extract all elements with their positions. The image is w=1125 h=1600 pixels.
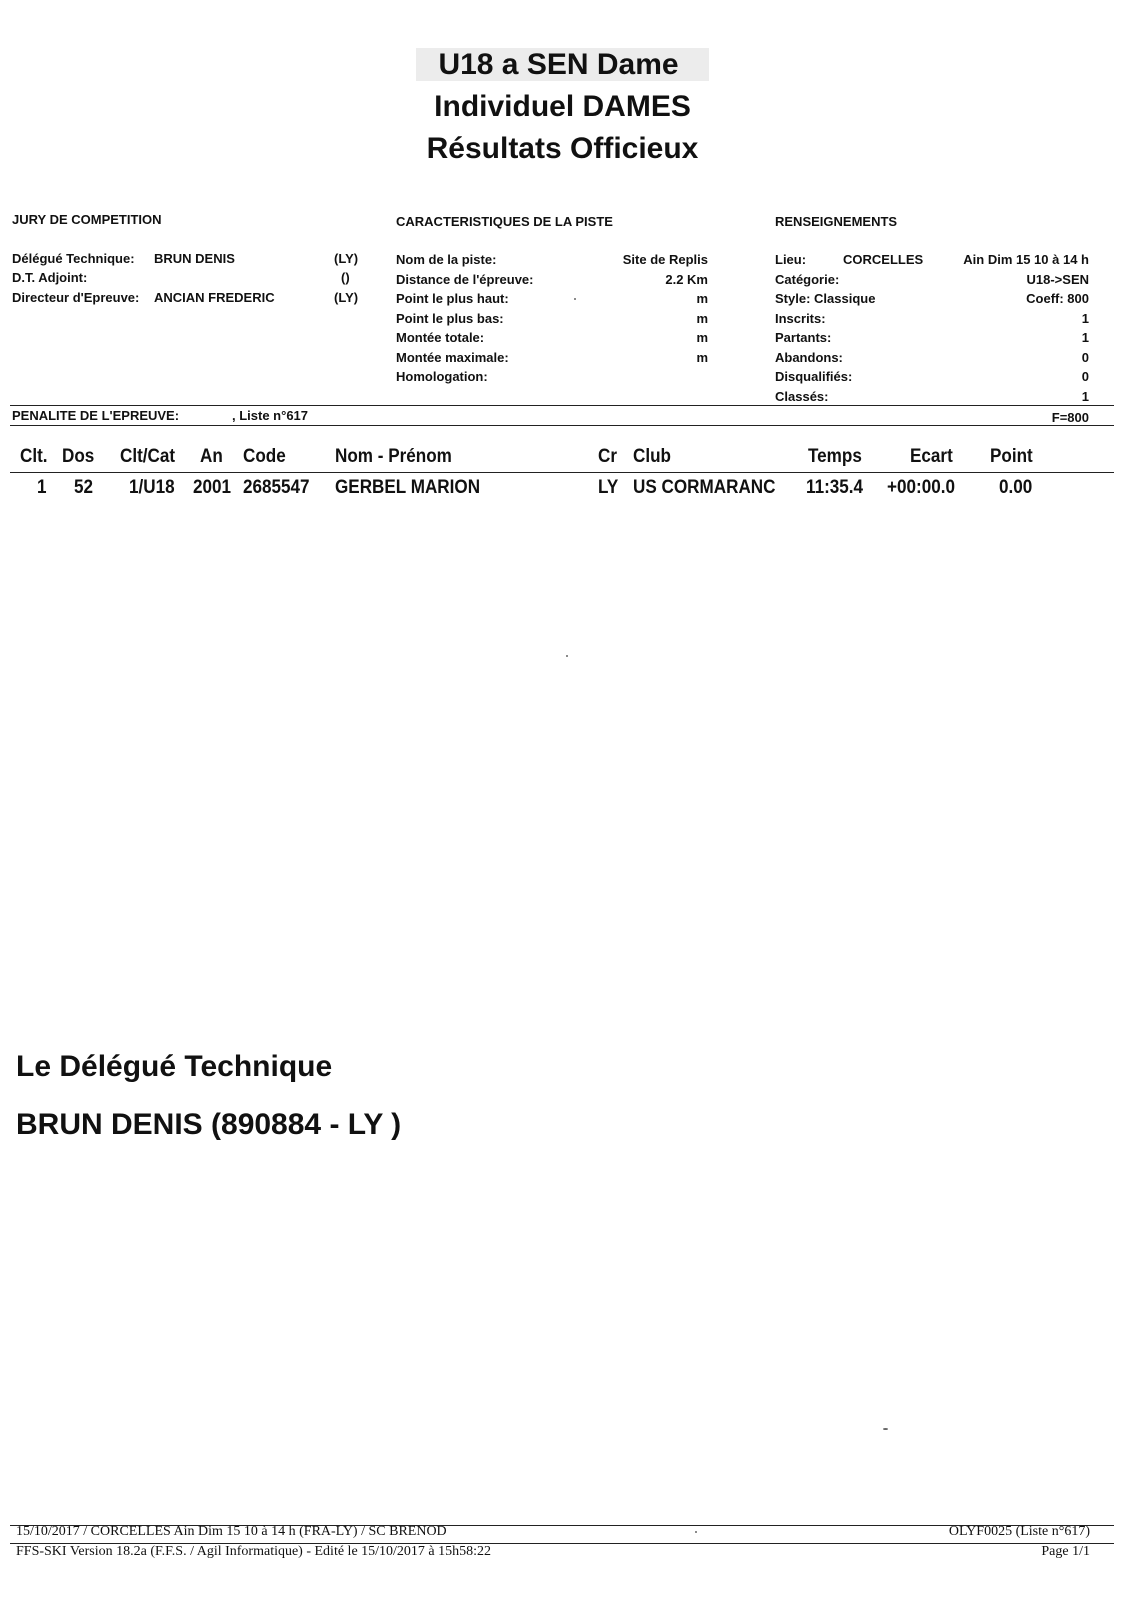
jury-label: Délégué Technique: (12, 251, 135, 266)
info-label: Abandons: (775, 350, 843, 365)
piste-label: Homologation: (396, 369, 488, 384)
col-ecart: Ecart (910, 446, 953, 467)
results-status-title: Résultats Officieux (426, 132, 699, 165)
jury-label: D.T. Adjoint: (12, 270, 88, 285)
col-code: Code (243, 446, 286, 467)
col-dos: Dos (62, 446, 95, 467)
category-title: U18 a SEN Dame (0, 48, 1125, 82)
col-nom: Nom - Prénom (335, 446, 452, 467)
info-value: 1 (1081, 389, 1089, 404)
info-label: Classés: (775, 389, 829, 404)
divider (10, 472, 1114, 473)
penalite-factor: F=800 (1051, 410, 1089, 425)
footer-version: FFS-SKI Version 18.2a (F.F.S. / Agil Informatique) - Edité le 15/10/2017 à 15h58:22 (16, 1544, 492, 1559)
info-label: Partants: (775, 330, 832, 345)
piste-value: Site de Replis (622, 252, 708, 267)
cell-an: 2001 (193, 477, 232, 498)
col-cr: Cr (598, 446, 618, 467)
piste-value: 2.2 Km (665, 272, 708, 287)
piste-value: m (696, 350, 708, 365)
piste-label: Nom de la piste: (396, 252, 497, 267)
info-label: Catégorie: (775, 272, 840, 287)
lieu-label: Lieu: (775, 252, 807, 267)
piste-value: m (696, 311, 708, 326)
cell-nom: GERBEL MARION (335, 477, 481, 498)
divider (10, 425, 1114, 426)
col-cltcat: Clt/Cat (120, 446, 176, 467)
info-label: Style: Classique (775, 291, 876, 306)
col-club: Club (633, 446, 671, 467)
cell-ecart: +00:00.0 (887, 477, 955, 498)
footer-page: Page 1/1 (1041, 1544, 1090, 1559)
jury-comite: () (341, 270, 350, 285)
cell-dos: 52 (74, 477, 94, 498)
cell-point: 0.00 (999, 477, 1033, 498)
piste-label: Distance de l'épreuve: (396, 272, 534, 287)
jury-name: ANCIAN FREDERIC (154, 290, 275, 305)
piste-value: m (696, 330, 708, 345)
divider (10, 405, 1114, 406)
info-label: Inscrits: (775, 311, 826, 326)
col-temps: Temps (808, 446, 862, 467)
info-value: U18->SEN (1026, 272, 1089, 287)
info-value: 1 (1081, 311, 1089, 326)
jury-comite: (LY) (334, 290, 359, 305)
footer-event: 15/10/2017 / CORCELLES Ain Dim 15 10 à 14 h (FRA-LY) / SC BRENOD (16, 1524, 447, 1539)
info-value: 0 (1081, 350, 1089, 365)
cell-clt: 1 (37, 477, 47, 498)
col-an: An (200, 446, 223, 467)
penalite-label: PENALITE DE L'EPREUVE: (12, 408, 180, 423)
jury-label: Directeur d'Epreuve: (12, 290, 140, 305)
piste-label: Montée maximale: (396, 350, 509, 365)
info-value: 1 (1081, 330, 1089, 345)
scan-speck (574, 298, 576, 300)
info-label: Disqualifiés: (775, 369, 853, 384)
scan-speck (695, 1531, 697, 1533)
lieu-detail: Ain Dim 15 10 à 14 h (963, 252, 1089, 267)
info-value: 0 (1081, 369, 1089, 384)
race-type-title: Individuel DAMES (434, 90, 691, 123)
scan-speck (566, 655, 568, 657)
cell-code: 2685547 (243, 477, 310, 498)
scan-speck (883, 1428, 888, 1430)
signature-title: Le Délégué Technique (16, 1050, 333, 1083)
jury-heading: JURY DE COMPETITION (12, 212, 162, 227)
piste-heading: CARACTERISTIQUES DE LA PISTE (396, 214, 613, 229)
cell-cr: LY (598, 477, 619, 498)
lieu-value: CORCELLES (843, 252, 924, 267)
cell-club: US CORMARANC (633, 477, 776, 498)
cell-temps: 11:35.4 (806, 477, 864, 498)
piste-label: Point le plus haut: (396, 291, 509, 306)
cell-cltcat: 1/U18 (129, 477, 175, 498)
col-point: Point (990, 446, 1033, 467)
piste-label: Montée totale: (396, 330, 485, 345)
col-clt: Clt. (20, 446, 48, 467)
signature-name: BRUN DENIS (890884 - LY ) (16, 1108, 402, 1141)
piste-label: Point le plus bas: (396, 311, 504, 326)
penalite-liste: , Liste n°617 (232, 408, 309, 423)
renseignements-heading: RENSEIGNEMENTS (775, 214, 898, 229)
piste-value: m (696, 291, 708, 306)
jury-name: BRUN DENIS (154, 251, 235, 266)
footer-list: OLYF0025 (Liste n°617) (948, 1524, 1090, 1539)
jury-comite: (LY) (334, 251, 359, 266)
info-value: Coeff: 800 (1026, 291, 1089, 306)
